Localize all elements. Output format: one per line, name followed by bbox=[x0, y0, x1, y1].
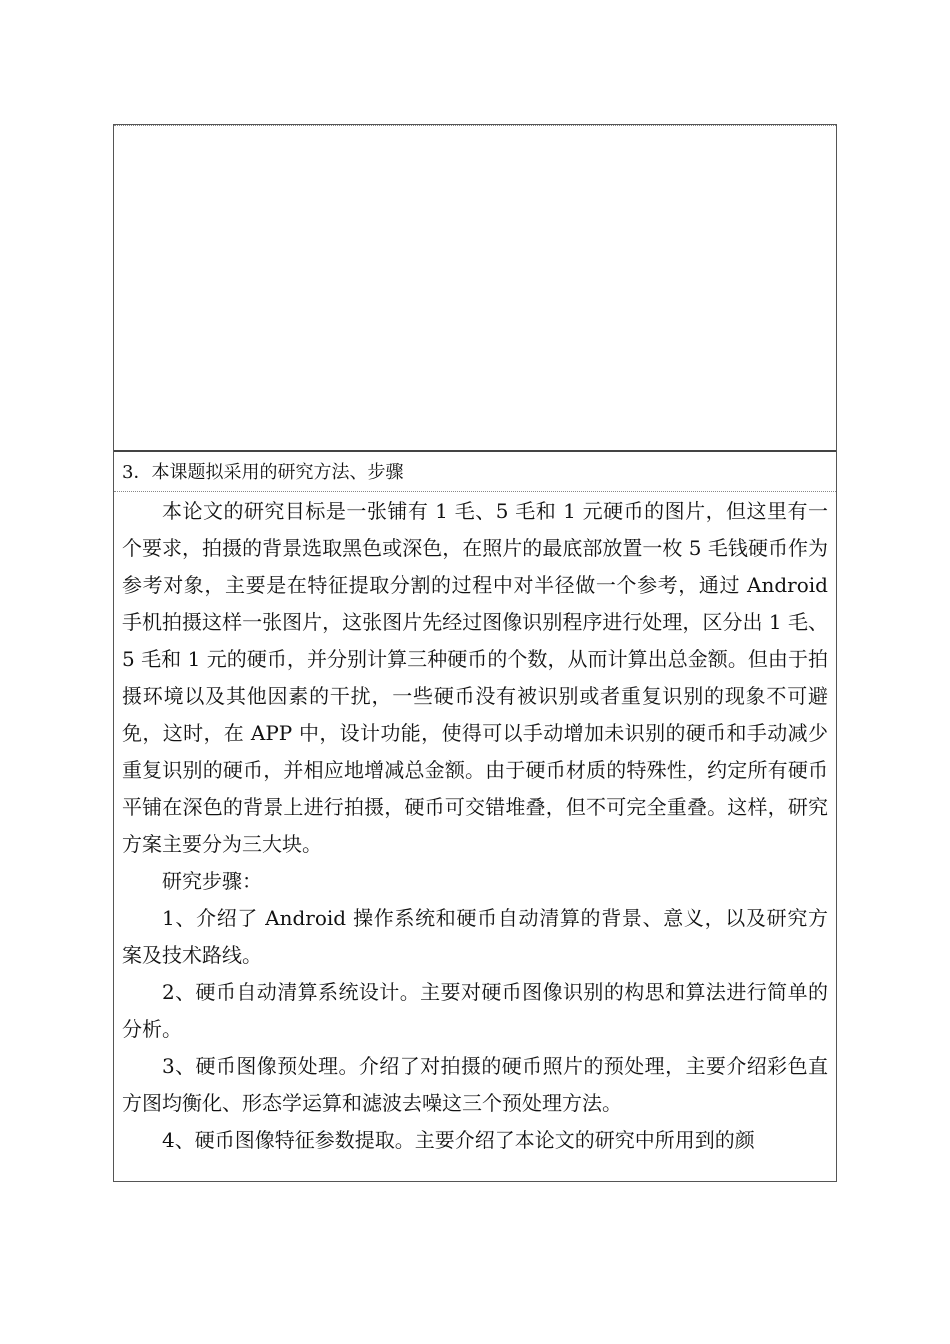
paragraph-step-1: 1、介绍了 Android 操作系统和硬币自动清算的背景、意义，以及研究方案及技术路线。 bbox=[122, 906, 828, 967]
paragraph-research-goal: 本论文的研究目标是一张铺有 1 毛、5 毛和 1 元硬币的图片，但这里有一个要求，拍摄的背景选取黑色或深色，在照片的最底部放置一枚 5 毛钱硬币作为参考对象，主要是在特征提取分割的过程中对半径做一个参考，通过 Android 手机拍摄这样一张图片，这张图片先经过图像识别程序进行处理，区分出 1 毛、5 毛和 1 元的硬币，并分别计算三种硬币的个数，从而计算出总金额。但由于拍摄环境以及其他因素的干扰，一些硬币没有被识别或者重复识别的现象不可避免，这时，在 APP 中，设计功能，使得可以手动增加未识别的硬币和手动减少重复识别的硬币，并相应地增减总金额。由于硬币材质的特殊性，约定所有硬币平铺在深色的背景上进行拍摄，硬币可交错堆叠，但不可完全重叠。这样，研究方案主要分为三大块。 bbox=[122, 499, 828, 856]
paragraph-step-4: 4、硬币图像特征参数提取。主要介绍了本论文的研究中所用到的颜 bbox=[162, 1128, 755, 1152]
paragraph-step-2: 2、硬币自动清算系统设计。主要对硬币图像识别的构思和算法进行简单的分析。 bbox=[122, 980, 828, 1041]
paragraph-step-3: 3、硬币图像预处理。介绍了对拍摄的硬币照片的预处理，主要介绍彩色直方图均衡化、形态学运算和滤波去噪这三个预处理方法。 bbox=[122, 1054, 828, 1115]
section-heading-cell bbox=[114, 454, 836, 492]
paragraph-steps-title: 研究步骤： bbox=[162, 869, 262, 893]
section-heading: 3．本课题拟采用的研究方法、步骤 bbox=[122, 462, 404, 483]
empty-table-cell bbox=[114, 125, 836, 452]
section-body bbox=[114, 492, 836, 1181]
form-table bbox=[113, 124, 837, 1182]
